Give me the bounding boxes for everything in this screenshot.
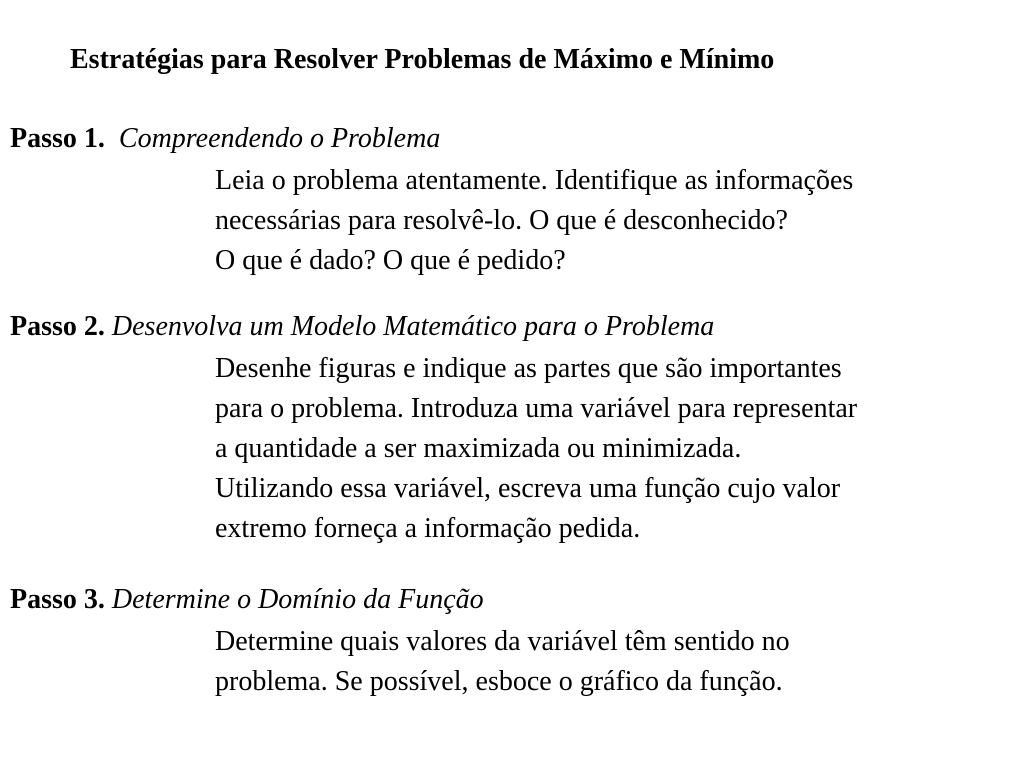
step-body-line: a quantidade a ser maximizada ou minimizada.	[215, 433, 742, 464]
step-subtitle: Desenvolva um Modelo Matemático para o Problema	[111, 311, 715, 342]
step-2	[10, 309, 857, 549]
step-body-line: para o problema. Introduza uma variável para representar	[215, 393, 858, 424]
step-body-line: extremo forneça a informação pedida.	[215, 513, 641, 544]
step-label: Passo 2.	[10, 311, 105, 342]
step-body-line: Utilizando essa variável, escreva uma função cujo valor	[215, 473, 841, 504]
step-heading	[10, 582, 790, 618]
step-subtitle: Determine o Domínio da Função	[111, 584, 484, 615]
step-body	[215, 622, 790, 702]
step-heading	[10, 121, 853, 157]
step-3	[10, 582, 790, 702]
page-title: Estratégias para Resolver Problemas de Máximo e Mínimo	[70, 44, 775, 75]
step-heading	[10, 309, 857, 345]
step-body-line: Desenhe figuras e indique as partes que são importantes	[215, 353, 842, 384]
step-body-line: problema. Se possível, esboce o gráfico da função.	[215, 666, 783, 697]
step-body	[215, 349, 857, 549]
step-label: Passo 3.	[10, 584, 105, 615]
step-label: Passo 1.	[10, 123, 105, 154]
step-body-line: Leia o problema atentamente. Identifique as informações	[215, 165, 854, 196]
step-subtitle: Compreendendo o Problema	[118, 123, 441, 154]
step-body-line: necessárias para resolvê-lo. O que é desconhecido?	[215, 205, 788, 236]
step-body-line: O que é dado? O que é pedido?	[215, 245, 566, 276]
step-body-line: Determine quais valores da variável têm sentido no	[215, 626, 790, 657]
step-body	[215, 161, 853, 281]
step-1	[10, 121, 853, 281]
